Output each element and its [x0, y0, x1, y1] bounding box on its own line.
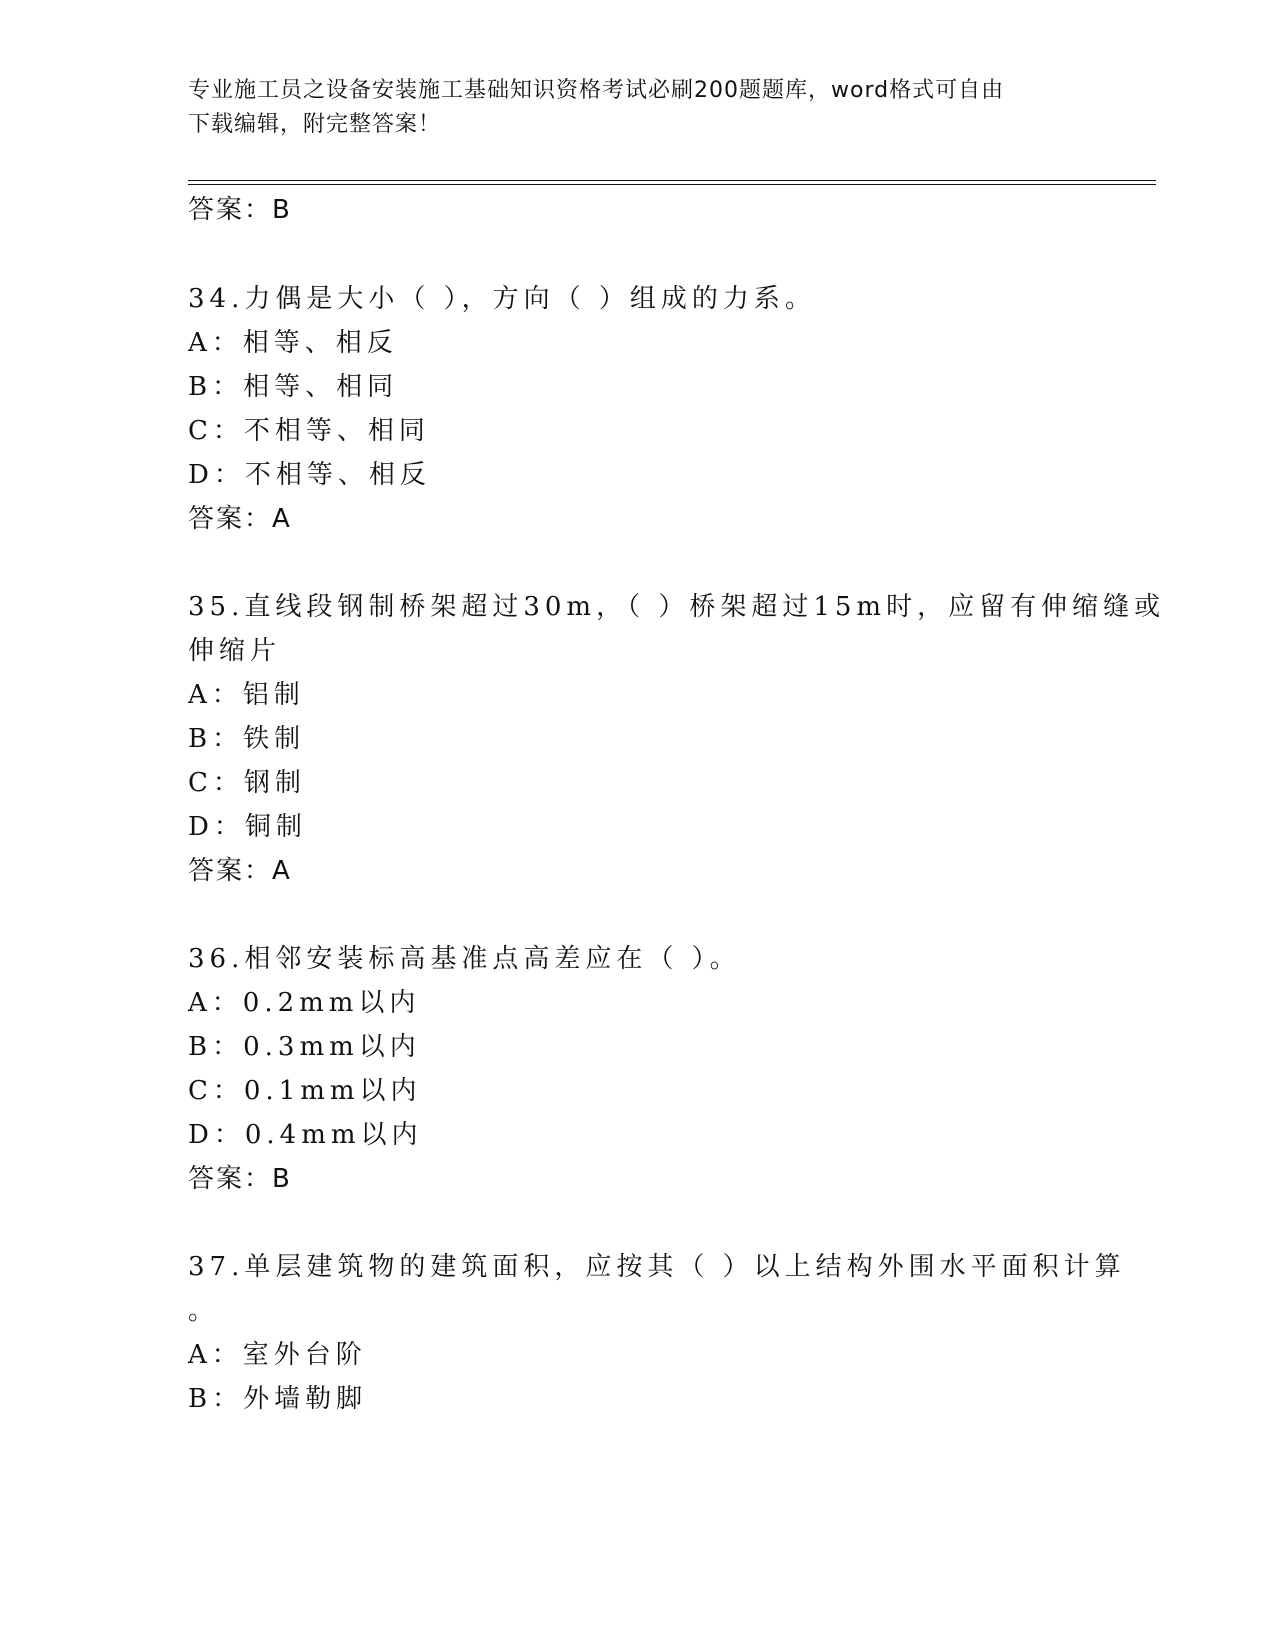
question-37-option-b: B：外墙勒脚: [188, 1384, 368, 1414]
question-36-option-d: D：0.4mm以内: [188, 1120, 423, 1150]
question-34-stem: 34.力偶是大小（ ），方向（ ）组成的力系。: [188, 284, 816, 314]
question-35-option-a: A：铝制: [188, 680, 305, 710]
header-line-2: 下载编辑，附完整答案！: [188, 112, 442, 137]
header-divider-bottom: [188, 184, 1156, 185]
question-35-option-b: B：铁制: [188, 724, 306, 754]
question-34-option-d: D：不相等、相反: [188, 460, 431, 490]
question-36-answer: 答案：B: [188, 1164, 292, 1194]
question-34-option-b: B：相等、相同: [188, 372, 399, 402]
question-35-stem-line-2: 伸缩片: [188, 636, 282, 666]
question-34-option-a: A：相等、相反: [188, 328, 398, 358]
question-35-stem-line-1: 35.直线段钢制桥架超过30m，（ ）桥架超过15m时，应留有伸缩缝或: [188, 592, 1166, 622]
question-35-option-c: C：钢制: [188, 768, 306, 798]
question-35-option-d: D：铜制: [188, 812, 307, 842]
previous-answer: 答案：B: [188, 195, 292, 225]
question-34-option-c: C：不相等、相同: [188, 416, 430, 446]
question-36-option-b: B：0.3mm以内: [188, 1032, 421, 1062]
question-34-answer: 答案：A: [188, 504, 292, 534]
question-37-stem-line-2: 。: [188, 1296, 220, 1326]
question-37-option-a: A：室外台阶: [188, 1340, 367, 1370]
document-header: [188, 74, 1088, 142]
question-36-option-c: C：0.1mm以内: [188, 1076, 422, 1106]
question-36-option-a: A：0.2mm以内: [188, 988, 421, 1018]
header-line-1: 专业施工员之设备安装施工基础知识资格考试必刷200题题库，word格式可自由: [188, 78, 1005, 103]
question-35-answer: 答案：A: [188, 856, 292, 886]
question-36-stem: 36.相邻安装标高基准点高差应在（ ）。: [188, 944, 741, 974]
question-37-stem-line-1: 37.单层建筑物的建筑面积，应按其（ ）以上结构外围水平面积计算: [188, 1252, 1126, 1282]
header-divider-top: [188, 180, 1156, 181]
